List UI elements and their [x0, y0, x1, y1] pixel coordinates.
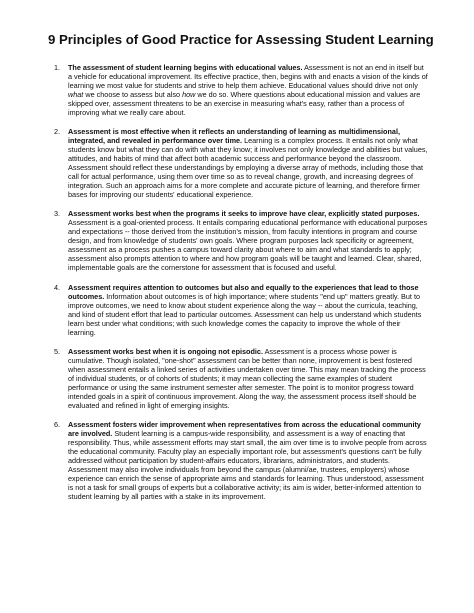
principle-heading: Assessment requires attention to outcomes but also and equally to the experiences that lead to those outcomes.	[68, 282, 419, 301]
principle-body: Information about outcomes is of high importance; where students "end up" matters greatly. But to improve outcomes, we need to know about student experience along the way -- about the curricula, teaching, and kind of student effort that lead to particular outcomes. Assessment can help us understand which students learn best under what conditions; with such knowledge comes the capacity to improve the whole of their learning.	[68, 291, 422, 337]
principle-heading: Assessment works best when the programs it seeks to improve have clear, explicitly stated purposes.	[68, 209, 420, 219]
principle-body: Assessment is a goal-oriented process. It entails comparing educational performance with educational purposes and expectations -- those derived from the institution's mission, from faculty intentions in program and course design, and from knowledge of students' own goals. Where program purposes lack specificity or agreement, assessment as a process pushes a campus toward clarity about where to aim and what standards to apply; assessment also prompts attention to where and how program goals will be taught and learned. Clear, shared, implementable goals are the cornerstone for assessment that is focused and useful.	[68, 218, 428, 273]
principle-item	[54, 127, 428, 199]
principle-number: 5.	[54, 346, 61, 356]
principle-heading: Assessment is most effective when it reflects an understanding of learning as multidimensional, integrated, and revealed in performance over time.	[68, 127, 400, 146]
principle-item	[54, 209, 428, 272]
principle-heading: The assessment of student learning begins with educational values.	[68, 63, 303, 72]
principle-heading: Assessment fosters wider improvement when representatives from across the educational community are involved.	[68, 419, 421, 438]
principle-item	[54, 283, 428, 337]
principle-number: 4.	[54, 282, 61, 292]
principle-heading: Assessment works best when it is ongoing not episodic.	[68, 346, 263, 356]
principle-number: 6.	[54, 419, 61, 429]
principle-item	[54, 63, 428, 117]
principle-body: we choose to assess but also	[83, 90, 183, 99]
principle-number: 2.	[54, 127, 61, 137]
principle-number: 1.	[54, 63, 61, 72]
principle-emphasis: how	[182, 90, 196, 99]
principle-body: Student learning is a campus-wide responsibility, and assessment is a way of enacting that responsibility. Thus, while assessment efforts may start small, the aim over time is to involve people from across the educational community. Faculty play an especially important role, but assessment's questions can't be fully addressed without participation by student-affairs educators, librarians, administrators, and students. Assessment may also involve individuals from beyond the campus (alumni/ae, trustees, employers) whose experience can enrich the sense of appropriate aims and standards for learning. Thus understood, assessment is not a task for small groups of experts but a collaborative activity; its aim is wider, better-informed attention to student learning by all parties with a stake in its improvement.	[68, 428, 427, 501]
principle-number: 3.	[54, 209, 61, 219]
principles-list	[54, 63, 428, 501]
principle-item	[54, 420, 428, 501]
principle-body: we do so. Where questions about educational mission and values are skipped over, assessment threatens to be an exercise in measuring what's easy, rather than a process of improving what we really care about.	[68, 90, 421, 117]
principle-emphasis: what	[68, 90, 84, 99]
document-title: 9 Principles of Good Practice for Assessing Student Learning	[48, 32, 434, 47]
principle-body: Learning is a complex process. It entails not only what students know but what they can do with what they know; it involves not only knowledge and abilities but values, attitudes, and habits of mind that affect both academic success and performance beyond the classroom. Assessment should reflect these understandings by employing a diverse array of methods, including those that call for actual performance, using them over time so as to reveal change, growth, and increasing degrees of integration. Such an approach aims for a more complete and accurate picture of learning, and therefore firmer bases for improving our students' educational experience.	[68, 136, 428, 200]
principle-item	[54, 347, 428, 410]
principle-body: Assessment is not an end in itself but a vehicle for educational improvement. Its effective practice, then, begins with and enacts a vision of the kinds of learning we most value for students and strive to help them achieve. Educational values should drive not only	[68, 63, 428, 90]
principle-body: Assessment is a process whose power is cumulative. Though isolated, "one-shot" assessment can be better than none, improvement is best fostered when assessment entails a linked series of activities undertaken over time. This may mean tracking the process of individual students, or of cohorts of students; it may mean collecting the same examples of student performance or using the same instrument semester after semester. The point is to monitor progress toward intended goals in a spirit of continuous improvement. Along the way, the assessment process itself should be evaluated and refined in light of emerging insights.	[68, 346, 426, 410]
